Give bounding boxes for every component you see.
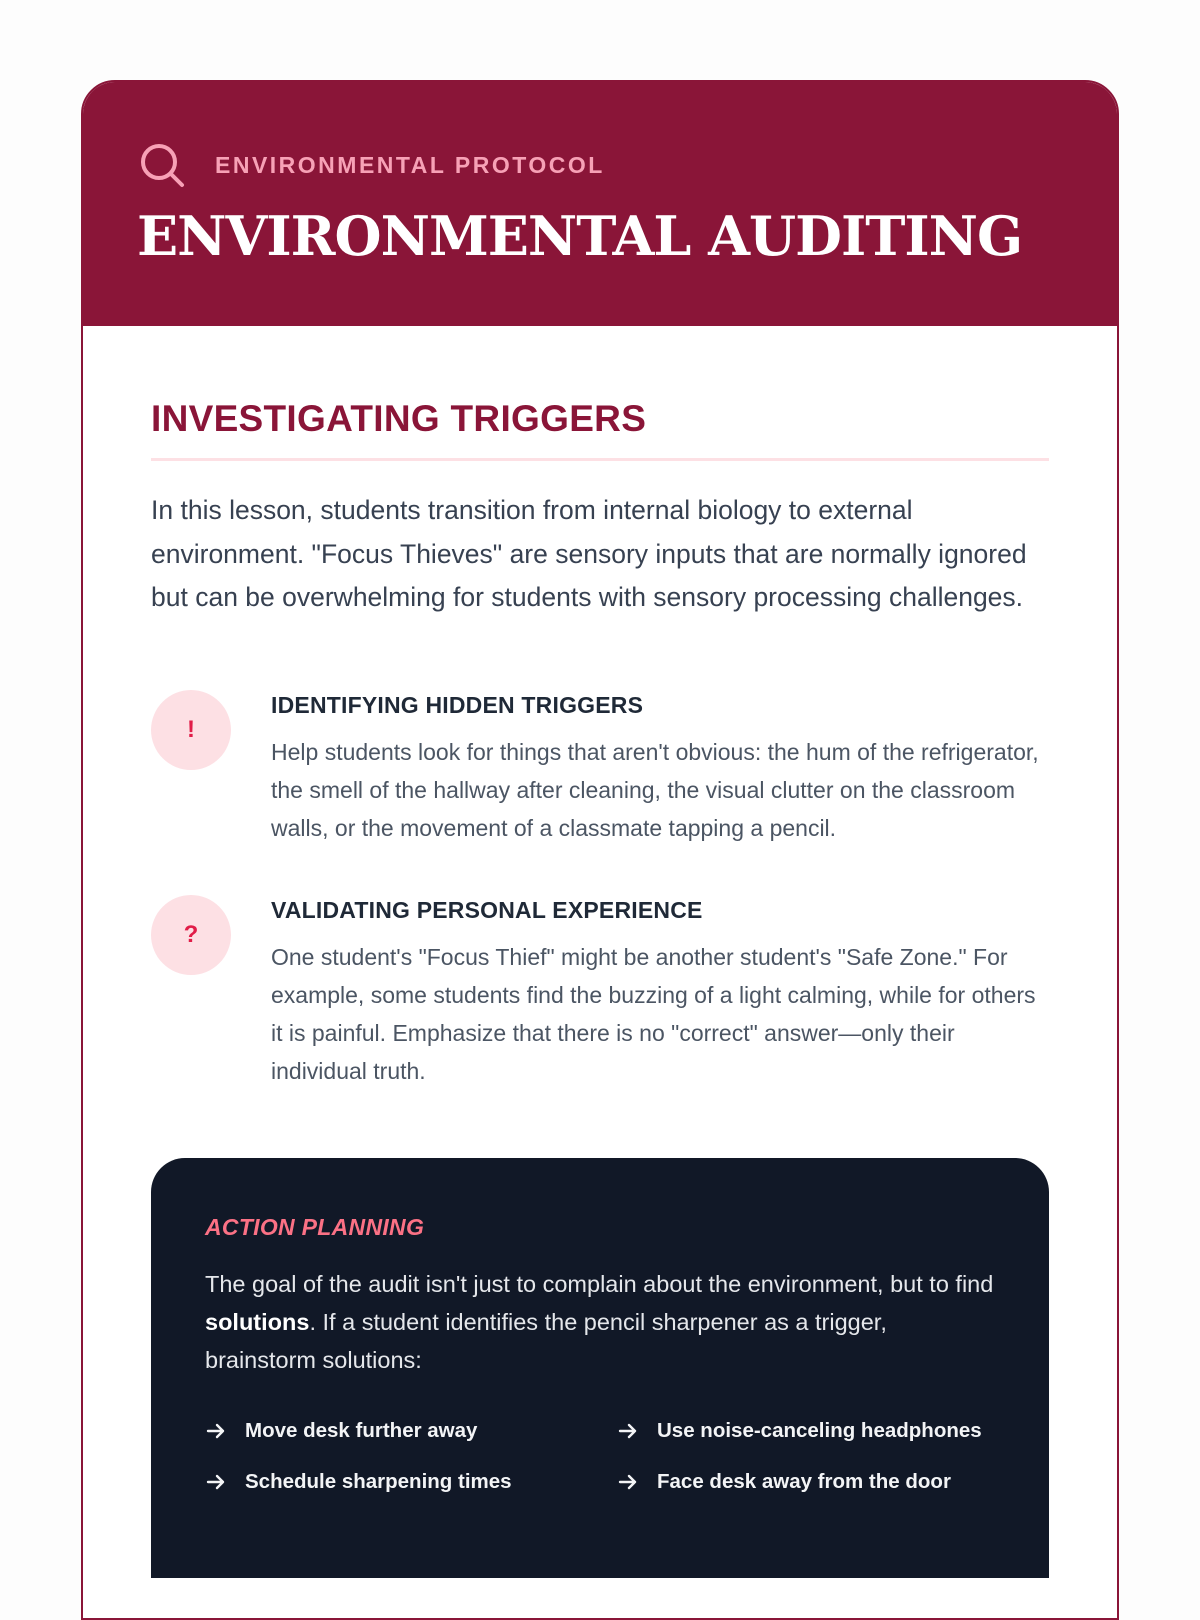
- action-text-end: . If a student identifies the pencil sharpener as a trigger, brainstorm solutions:: [205, 1308, 887, 1373]
- trigger-item-hidden: [151, 690, 1049, 847]
- eyebrow-label: ENVIRONMENTAL PROTOCOL: [215, 151, 605, 178]
- solution-label: Face desk away from the door: [657, 1469, 951, 1493]
- solutions-list: [205, 1419, 995, 1494]
- item-text: One student's "Focus Thief" might be another student's "Safe Zone." For example, some students find the buzzing of a light calming, while for others it is painful. Emphasize that there is no "correct" answer—only their individual truth.: [271, 943, 1036, 1084]
- search-icon: [139, 142, 185, 188]
- card-body: [83, 398, 1117, 1578]
- protocol-card: [81, 80, 1119, 1620]
- item-text: Help students look for things that aren't obvious: the hum of the refrigerator, the smell of the hallway after cleaning, the visual clutter on the classroom walls, or the movement of a classmate tapping a pencil.: [271, 738, 1039, 841]
- action-text-start: The goal of the audit isn't just to complain about the environment, but to find: [205, 1270, 994, 1297]
- solution-item: [205, 1419, 617, 1443]
- solution-item: [205, 1470, 617, 1494]
- solution-label: Use noise-canceling headphones: [657, 1418, 982, 1442]
- arrow-right-icon: [617, 1420, 639, 1442]
- action-title: ACTION PLANNING: [205, 1213, 425, 1240]
- arrow-right-icon: [205, 1471, 227, 1493]
- page-title: ENVIRONMENTAL AUDITING: [137, 204, 1023, 268]
- solution-label: Move desk further away: [245, 1418, 478, 1442]
- eyebrow: [139, 142, 605, 188]
- solution-item: [617, 1470, 997, 1494]
- action-text-bold: solutions: [205, 1308, 310, 1335]
- action-planning-panel: [151, 1158, 1049, 1578]
- item-title: IDENTIFYING HIDDEN TRIGGERS: [271, 691, 644, 718]
- card-header: [83, 82, 1117, 326]
- arrow-right-icon: [617, 1471, 639, 1493]
- item-title: VALIDATING PERSONAL EXPERIENCE: [271, 896, 703, 923]
- solution-item: [617, 1419, 997, 1443]
- exclamation-icon: !: [151, 690, 231, 770]
- arrow-right-icon: [205, 1420, 227, 1442]
- solution-label: Schedule sharpening times: [245, 1469, 512, 1493]
- trigger-item-validating: [151, 895, 1049, 1090]
- question-icon: ?: [151, 895, 231, 975]
- action-text: [205, 1265, 995, 1379]
- section-title: INVESTIGATING TRIGGERS: [151, 398, 1049, 461]
- intro-paragraph: In this lesson, students transition from internal biology to external environment. "Focus Thieves" are sensory inputs that are normally ignored but can be overwhelming for students with sensory processing challenges.: [151, 495, 1027, 612]
